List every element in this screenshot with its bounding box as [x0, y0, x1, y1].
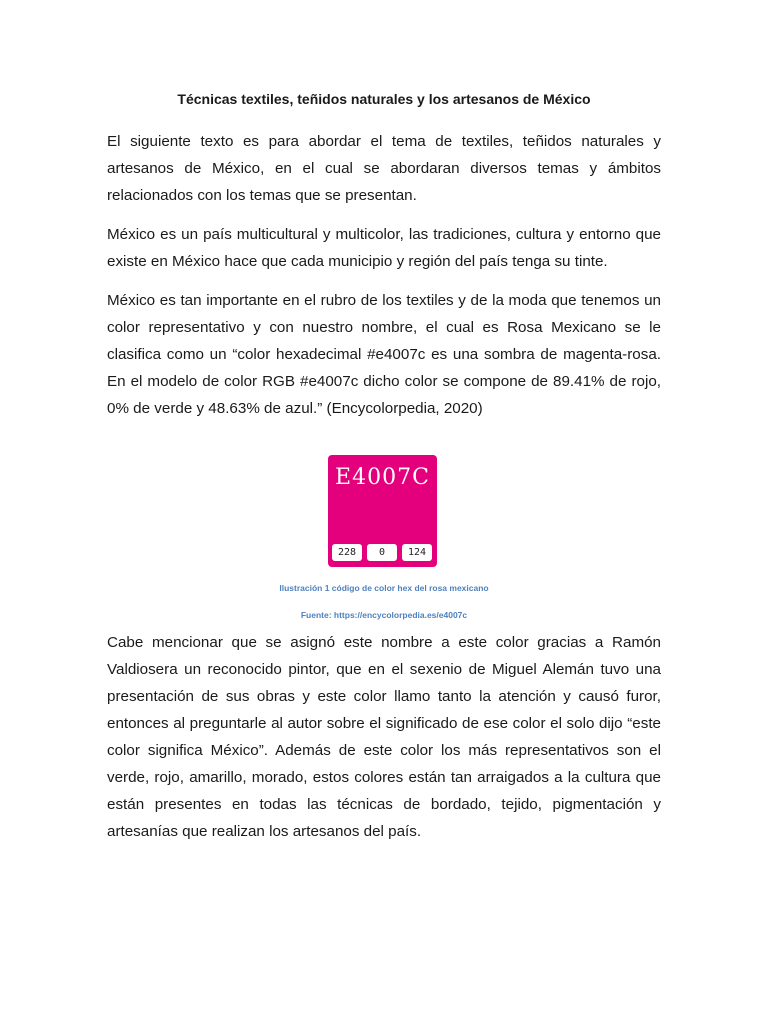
swatch-hex-label: E4007C	[335, 465, 430, 490]
paragraph-rosa-mexicano: México es tan importante en el rubro de los textiles y de la moda que tenemos un color representativo y con nuestro nombre, el cual es Rosa Mexicano se le clasifica como un “color hexadecimal #e4007c es una sombra de magenta-rosa. En el modelo de color RGB #e4007c dicho color se compone de 89.41% de rojo, 0% de verde y 48.63% de azul.” (Encycolorpedia, 2020)	[107, 292, 661, 417]
swatch-blue-value: 124	[402, 544, 432, 561]
document-title: Técnicas textiles, teñidos naturales y los artesanos de México	[177, 91, 591, 107]
paragraph-ramon-valdiosera: Cabe mencionar que se asignó este nombre a este color gracias a Ramón Valdiosera un reconocido pintor, que en el sexenio de Miguel Alemán tuvo una presentación de sus obras y este color llamo tanto la atención y causó furor, entonces al preguntarle al autor sobre el significado de ese color el solo dijo “este color significa México”. Además de este color los más representativos son el verde, rojo, amarillo, morado, estos colores están tan arraigados a la cultura que están presentes en todas las técnicas de bordado, tejido, pigmentación y artesanías que realizan los artesanos del país.	[107, 634, 661, 840]
figure-source: Fuente: https://encycolorpedia.es/e4007c	[300, 610, 468, 620]
swatch-red-value: 228	[332, 544, 362, 561]
paragraph-multicultural: México es un país multicultural y multicolor, las tradiciones, cultura y entorno que existe en México hace que cada municipio y región del país tenga su tinte.	[107, 226, 661, 270]
paragraph-intro: El siguiente texto es para abordar el tema de textiles, teñidos naturales y artesanos de México, en el cual se abordaran diversos temas y ámbitos relacionados con los temas que se presentan.	[107, 133, 661, 204]
color-swatch-image	[328, 455, 437, 567]
figure-caption: Ilustración 1 código de color hex del rosa mexicano	[279, 583, 489, 593]
swatch-green-value: 0	[367, 544, 397, 561]
